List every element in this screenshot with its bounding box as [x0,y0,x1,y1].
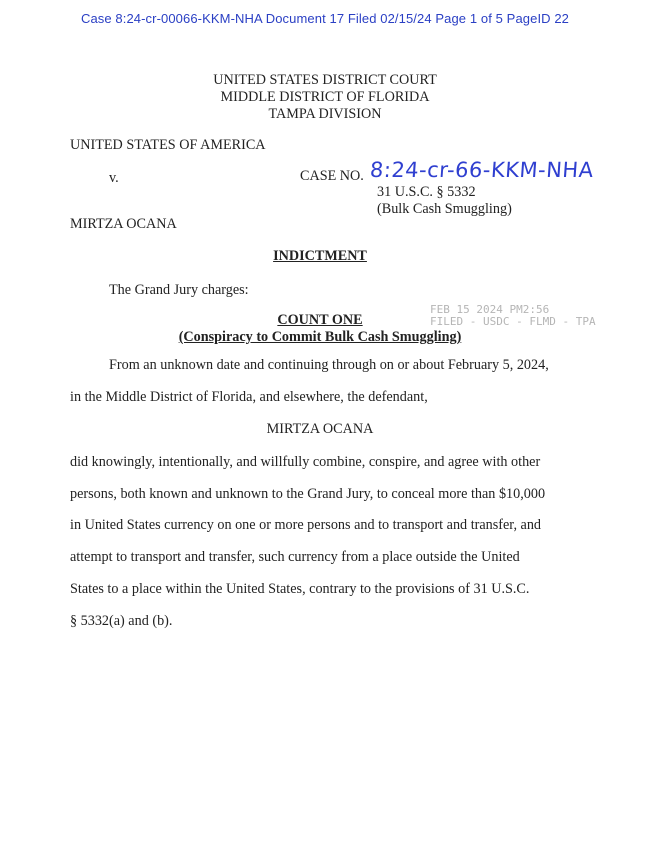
statute-description: (Bulk Cash Smuggling) [377,201,512,217]
court-heading [0,72,650,123]
court-name: UNITED STATES DISTRICT COURT [213,72,437,88]
paragraph-line-8: § 5332(a) and (b). [70,613,173,629]
handwritten-case-number: 8:24-cr-66-KKM-NHA [369,158,595,182]
count-subtitle: (Conspiracy to Commit Bulk Cash Smuggling) [178,329,462,345]
case-number-label: CASE NO. [300,168,364,184]
count-title: COUNT ONE [277,312,363,328]
paragraph-defendant-name: MIRTZA OCANA [266,421,374,437]
paragraph-line-5: in United States currency on one or more persons and to transport and transfer, and [70,517,542,533]
paragraph-line-4: persons, both known and unknown to the Grand Jury, to conceal more than $10,000 [70,486,546,502]
case-header-stamp: Case 8:24-cr-00066-KKM-NHA Document 17 Filed 02/15/24 Page 1 of 5 PageID 22 [80,11,570,26]
statute-citation: 31 U.S.C. § 5332 [377,184,476,200]
defendant-name: MIRTZA OCANA [70,216,177,232]
filed-stamp-date: FEB 15 2024 PM2:56 [430,303,550,316]
filed-stamp-court: FILED - USDC - FLMD - TPA [430,315,596,328]
paragraph-line-3: did knowingly, intentionally, and willfully combine, conspire, and agree with other [70,454,541,470]
document-title: INDICTMENT [273,248,367,264]
paragraph-line-1: From an unknown date and continuing through on or about February 5, 2024, [109,357,549,373]
versus-label: v. [109,170,119,186]
statute-block [377,184,512,218]
court-district: MIDDLE DISTRICT OF FLORIDA [220,89,430,105]
plaintiff-name: UNITED STATES OF AMERICA [70,137,266,153]
paragraph-line-7: States to a place within the United States, contrary to the provisions of 31 U.S.C. [70,581,530,597]
paragraph-line-2: in the Middle District of Florida, and elsewhere, the defendant, [70,389,428,405]
court-division: TAMPA DIVISION [268,106,382,122]
grand-jury-charges: The Grand Jury charges: [109,282,249,298]
paragraph-line-6: attempt to transport and transfer, such currency from a place outside the United [70,549,520,565]
